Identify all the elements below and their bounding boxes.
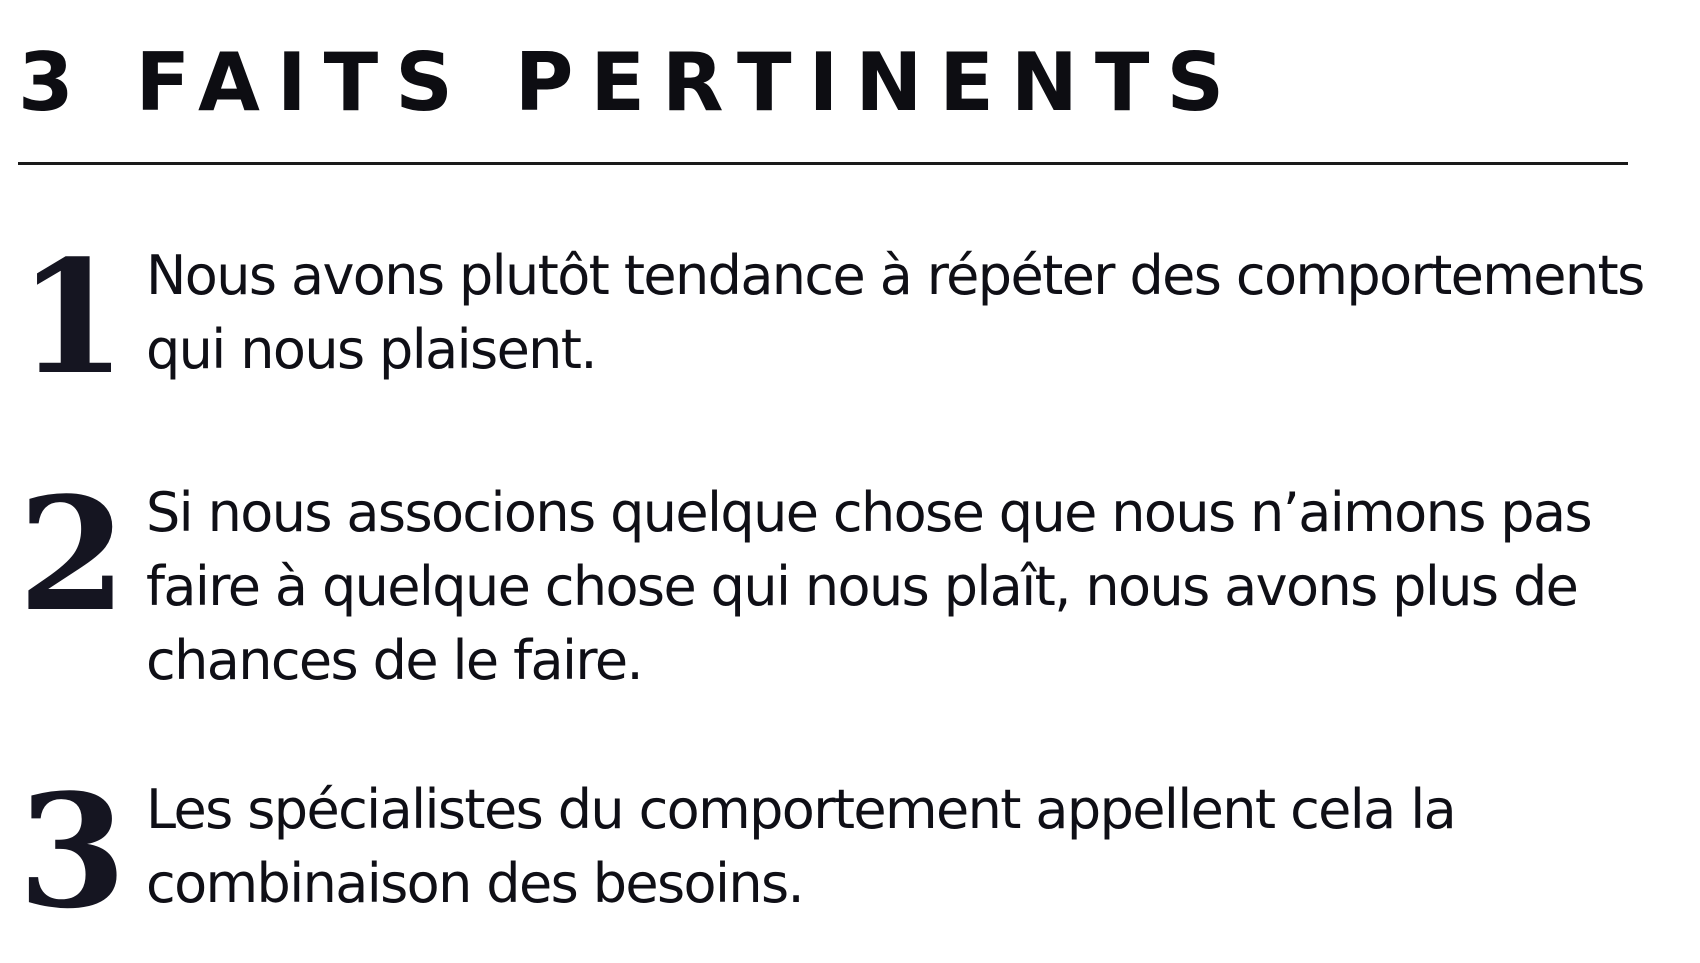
fact-text: Les spécialistes du comportement appellent cela la combinaison des besoins. (146, 778, 1456, 915)
fact-number: 1 (18, 226, 127, 409)
fact-text: Si nous associons quelque chose que nous n’aimons pas faire à quelque chose qui nous plaît, nous avons plus de chances de le faire. (146, 481, 1591, 692)
fact-number: 2 (18, 463, 127, 646)
title-divider (18, 162, 1628, 165)
fact-number: 3 (18, 760, 127, 943)
fact-text: Nous avons plutôt tendance à répéter des comportements qui nous plaisent. (146, 244, 1644, 381)
page-title: 3 FAITS PERTINENTS (18, 36, 1242, 129)
